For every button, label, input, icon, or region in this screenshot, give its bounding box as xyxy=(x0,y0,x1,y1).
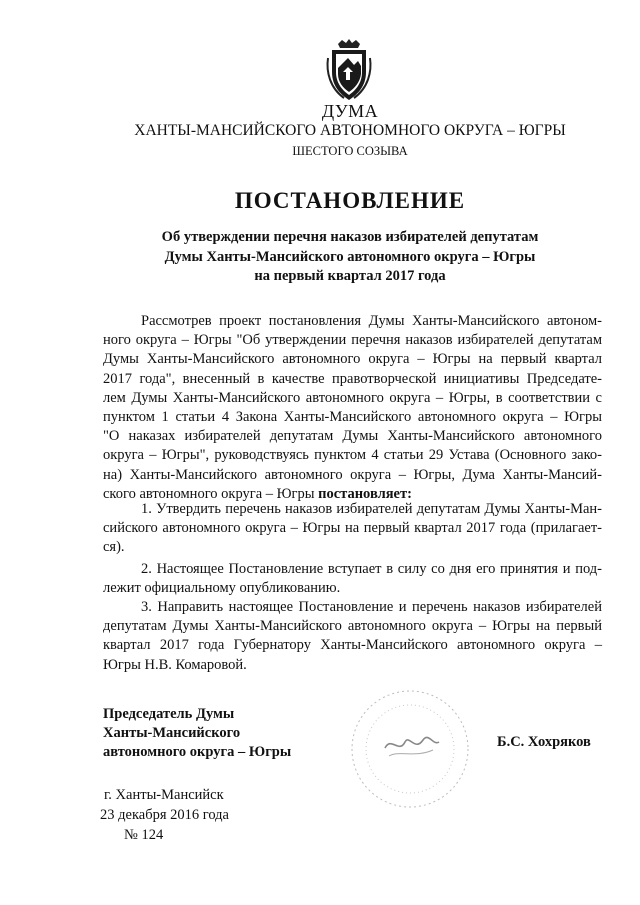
text-line: 3. Направить настоящее Постановление и перечень наказов избирателей xyxy=(141,599,602,615)
org-name: ДУМА xyxy=(321,101,379,121)
document-type-title: ПОСТАНОВЛЕНИЕ xyxy=(234,188,466,213)
text-line: лем Думы Ханты-Мансийского автономного округа – Югры, в соответствии с xyxy=(103,389,602,406)
text-segment: ского автономного округа – Югры xyxy=(103,485,319,502)
text-line: 2. Настоящее Постановление вступает в силу со дня его принятия и под- xyxy=(141,561,602,577)
subject-line: Думы Ханты-Мансийского автономного округа – Югры xyxy=(164,248,536,265)
text-line: 1. Утвердить перечень наказов избирателей депутатам Думы Ханты-Ман- xyxy=(141,501,602,517)
document-subject xyxy=(0,228,640,287)
signatory-title-line: Председатель Думы xyxy=(103,706,235,722)
text-line: "О наказах избирателей депутатам Думы Ханты-Мансийского автономного xyxy=(103,428,602,445)
text-line: 2017 года", внесенный в качестве правотворческой инициативы Председате- xyxy=(103,370,602,387)
text-line: лежит официальному опубликованию. xyxy=(103,580,341,597)
text-line: округа – Югры", руководствуясь пунктом 4 статьи 29 Устава (Основного зако- xyxy=(103,447,602,464)
resolution-item-2 xyxy=(103,560,602,598)
coat-of-arms-icon xyxy=(324,38,374,102)
resolution-item-1 xyxy=(103,500,602,558)
text-line: Югры Н.В. Комаровой. xyxy=(103,656,247,673)
text-line: ся). xyxy=(103,539,125,556)
text-line: депутатам Думы Ханты-Мансийского автономного округа – Югры на первый xyxy=(103,618,602,635)
text-line: пунктом 1 статьи 4 Закона Ханты-Мансийского автономного округа – Югры xyxy=(103,408,602,425)
signatory-title-line: Ханты-Мансийского xyxy=(103,725,241,741)
resolution-item-3 xyxy=(103,598,602,675)
text-line: Рассмотрев проект постановления Думы Ханты-Мансийского автоном- xyxy=(141,313,602,329)
org-convocation: ШЕСТОГО СОЗЫВА xyxy=(292,144,408,158)
text-line: сийского автономного округа – Югры на первый квартал 2017 года (прилагает- xyxy=(103,520,602,537)
resolves-keyword: постановляет: xyxy=(318,485,412,502)
subject-line: на первый квартал 2017 года xyxy=(254,268,446,284)
seal-stamp-icon xyxy=(345,684,475,814)
text-line: Думы Ханты-Мансийского автономного округа – Югры на первый квартал xyxy=(103,351,602,368)
text-line: ного округа – Югры "Об утверждении перечня наказов избирателей депутатам xyxy=(103,332,602,349)
place-date-block xyxy=(100,785,229,845)
signatory-name: Б.С. Хохряков xyxy=(497,734,591,750)
date: 23 декабря 2016 года xyxy=(100,807,229,823)
org-region: ХАНТЫ-МАНСИЙСКОГО АВТОНОМНОГО ОКРУГА – ЮГРЫ xyxy=(134,122,566,139)
preamble-paragraph xyxy=(103,312,602,504)
city: г. Ханты-Мансийск xyxy=(104,787,224,803)
subject-line: Об утверждении перечня наказов избирателей депутатам xyxy=(161,229,539,245)
signatory-title-line: автономного округа – Югры xyxy=(103,744,292,760)
text-line: на) Ханты-Мансийского автономного округа – Югры, Дума Ханты-Мансий- xyxy=(103,466,602,483)
text-line: квартал 2017 года Губернатору Ханты-Мансийского автономного округа – xyxy=(103,637,602,654)
document-number: № 124 xyxy=(124,827,164,843)
signatory-title xyxy=(103,705,291,762)
